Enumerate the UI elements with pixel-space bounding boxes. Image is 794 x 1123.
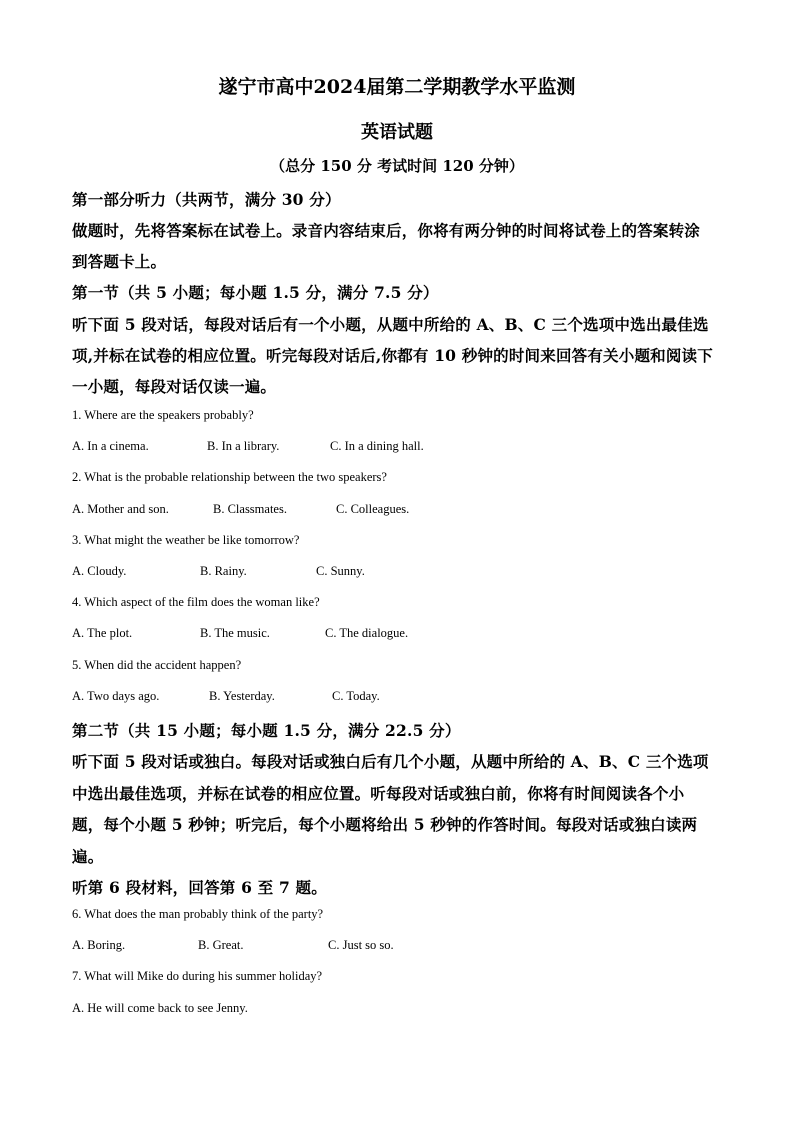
question-text: 6. What does the man probably think of the party? — [72, 907, 324, 921]
option-b: B. The music. — [200, 626, 270, 640]
section1-instruction-line1: 听下面 5 段对话，每段对话后有一个小题，从题中所给的 A、B、C 三个选项中选出最佳选 — [72, 315, 709, 334]
option-a: A. Cloudy. — [72, 564, 127, 578]
part1-instruction-line1: 做题时，先将答案标在试卷上。录音内容结束后，你将有两分钟的时间将试卷上的答案转涂 — [72, 221, 701, 240]
option-a: A. Boring. — [72, 938, 126, 952]
question-text: 4. Which aspect of the film does the woman like? — [72, 595, 320, 609]
option-a: A. He will come back to see Jenny. — [72, 1001, 248, 1015]
option-b: B. Great. — [198, 938, 244, 952]
option-a: A. Mother and son. — [72, 502, 169, 516]
subject-title: 英语试题 — [361, 122, 433, 143]
question-text: 1. Where are the speakers probably? — [72, 408, 254, 422]
section2-heading: 第二节（共 15 小题；每小题 1.5 分，满分 22.5 分） — [72, 721, 461, 740]
section2-instruction-line1: 听下面 5 段对话或独白。每段对话或独白后有几个小题，从题中所给的 A、B、C 三个选项 — [72, 752, 709, 771]
part1-heading: 第一部分听力（共两节，满分 30 分） — [72, 190, 341, 209]
option-a: A. In a cinema. — [72, 439, 149, 453]
option-c: C. In a dining hall. — [330, 439, 424, 453]
option-b: B. Classmates. — [213, 502, 287, 516]
section1-instruction-line2: 项,并标在试卷的相应位置。听完每段对话后,你都有 10 秒钟的时间来回答有关小题和阅读下 — [72, 346, 713, 365]
option-c: C. Colleagues. — [336, 502, 410, 516]
question-text: 2. What is the probable relationship between the two speakers? — [72, 470, 387, 484]
option-c: C. Sunny. — [316, 564, 365, 578]
section2-instruction-line4: 遍。 — [72, 847, 104, 866]
section1-instruction-line3: 一小题，每段对话仅读一遍。 — [72, 377, 277, 396]
section2-instruction-line2: 中选出最佳选项，并标在试卷的相应位置。听每段对话或独白前，你将有时间阅读各个小 — [72, 784, 685, 803]
option-b: B. Rainy. — [200, 564, 247, 578]
exam-info: （总分 150 分 考试时间 120 分钟） — [270, 157, 524, 175]
option-a: A. Two days ago. — [72, 689, 160, 703]
option-c: C. Just so so. — [328, 938, 394, 952]
exam-title: 遂宁市高中2024届第二学期教学水平监测 — [218, 76, 576, 98]
option-b: B. Yesterday. — [209, 689, 275, 703]
question-text: 3. What might the weather be like tomorrow? — [72, 533, 300, 547]
option-c: C. Today. — [332, 689, 380, 703]
section2-instruction-line3: 题，每个小题 5 秒钟；听完后，每个小题将给出 5 秒钟的作答时间。每段对话或独白读两 — [72, 815, 698, 834]
question-text: 7. What will Mike do during his summer holiday? — [72, 969, 323, 983]
material-note: 听第 6 段材料，回答第 6 至 7 题。 — [72, 878, 327, 897]
part1-instruction-line2: 到答题卡上。 — [72, 252, 167, 271]
option-b: B. In a library. — [207, 439, 280, 453]
question-text: 5. When did the accident happen? — [72, 658, 242, 672]
section1-heading: 第一节（共 5 小题；每小题 1.5 分，满分 7.5 分） — [72, 283, 439, 302]
option-c: C. The dialogue. — [325, 626, 409, 640]
option-a: A. The plot. — [72, 626, 133, 640]
